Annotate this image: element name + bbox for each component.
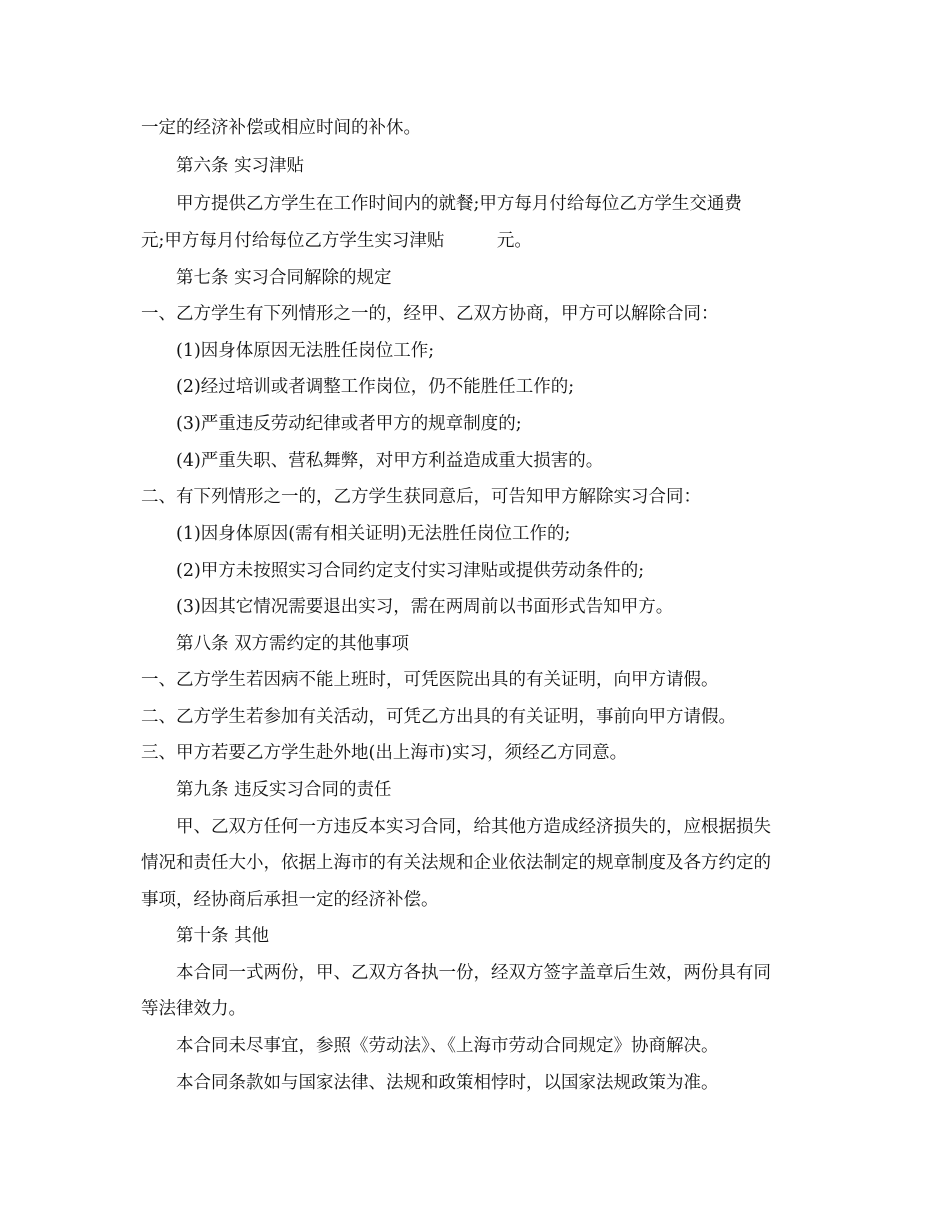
list-item: (3)严重违反劳动纪律或者甲方的规章制度的; <box>176 414 522 434</box>
paragraph-line: 等法律效力。 <box>141 999 246 1019</box>
paragraph-line: 事项，经协商后承担一定的经济补偿。 <box>141 890 439 910</box>
list-item: (4)严重失职、营私舞弊，对甲方利益造成重大损害的。 <box>176 451 604 471</box>
paragraph-line: 本合同一式两份，甲、乙双方各执一份，经双方签字盖章后生效，两份具有同 <box>176 963 771 983</box>
paragraph-line: 一定的经济补偿或相应时间的补休。 <box>141 118 421 138</box>
paragraph-line: 二、有下列情形之一的，乙方学生获同意后，可告知甲方解除实习合同： <box>141 487 701 507</box>
list-item: (2)经过培训或者调整工作岗位，仍不能胜任工作的; <box>176 377 575 397</box>
paragraph-line: 甲方提供乙方学生在工作时间内的就餐;甲方每月付给每位乙方学生交通费 <box>176 194 742 214</box>
paragraph-line: 元;甲方每月付给每位乙方学生实习津贴 元。 <box>141 231 532 251</box>
list-item: (2)甲方未按照实习合同约定支付实习津贴或提供劳动条件的; <box>176 561 645 581</box>
section-heading: 第十条 其他 <box>176 926 270 946</box>
paragraph-line: 甲、乙双方任何一方违反本实习合同，给其他方造成经济损失的，应根据损失 <box>176 817 771 837</box>
list-item: (1)因身体原因(需有相关证明)无法胜任岗位工作的; <box>176 524 571 544</box>
paragraph-line: 情况和责任大小，依据上海市的有关法规和企业依法制定的规章制度及各方约定的 <box>141 853 771 873</box>
section-heading: 第九条 违反实习合同的责任 <box>176 780 392 800</box>
paragraph-line: 本合同条款如与国家法律、法规和政策相悖时，以国家法规政策为准。 <box>176 1073 719 1093</box>
list-item: (1)因身体原因无法胜任岗位工作; <box>176 341 435 361</box>
list-item: (3)因其它情况需要退出实习，需在两周前以书面形式告知甲方。 <box>176 597 674 617</box>
paragraph-line: 本合同未尽事宜，参照《劳动法》、《上海市劳动合同规定》协商解决。 <box>176 1036 719 1056</box>
paragraph-line: 二、乙方学生若参加有关活动，可凭乙方出具的有关证明，事前向甲方请假。 <box>141 707 736 727</box>
paragraph-line: 一、乙方学生有下列情形之一的，经甲、乙双方协商，甲方可以解除合同： <box>141 304 719 324</box>
paragraph-line: 一、乙方学生若因病不能上班时，可凭医院出具的有关证明，向甲方请假。 <box>141 670 719 690</box>
section-heading: 第七条 实习合同解除的规定 <box>176 268 392 288</box>
section-heading: 第六条 实习津贴 <box>176 156 305 176</box>
paragraph-line: 三、甲方若要乙方学生赴外地(出上海市)实习，须经乙方同意。 <box>141 743 628 763</box>
section-heading: 第八条 双方需约定的其他事项 <box>176 634 410 654</box>
